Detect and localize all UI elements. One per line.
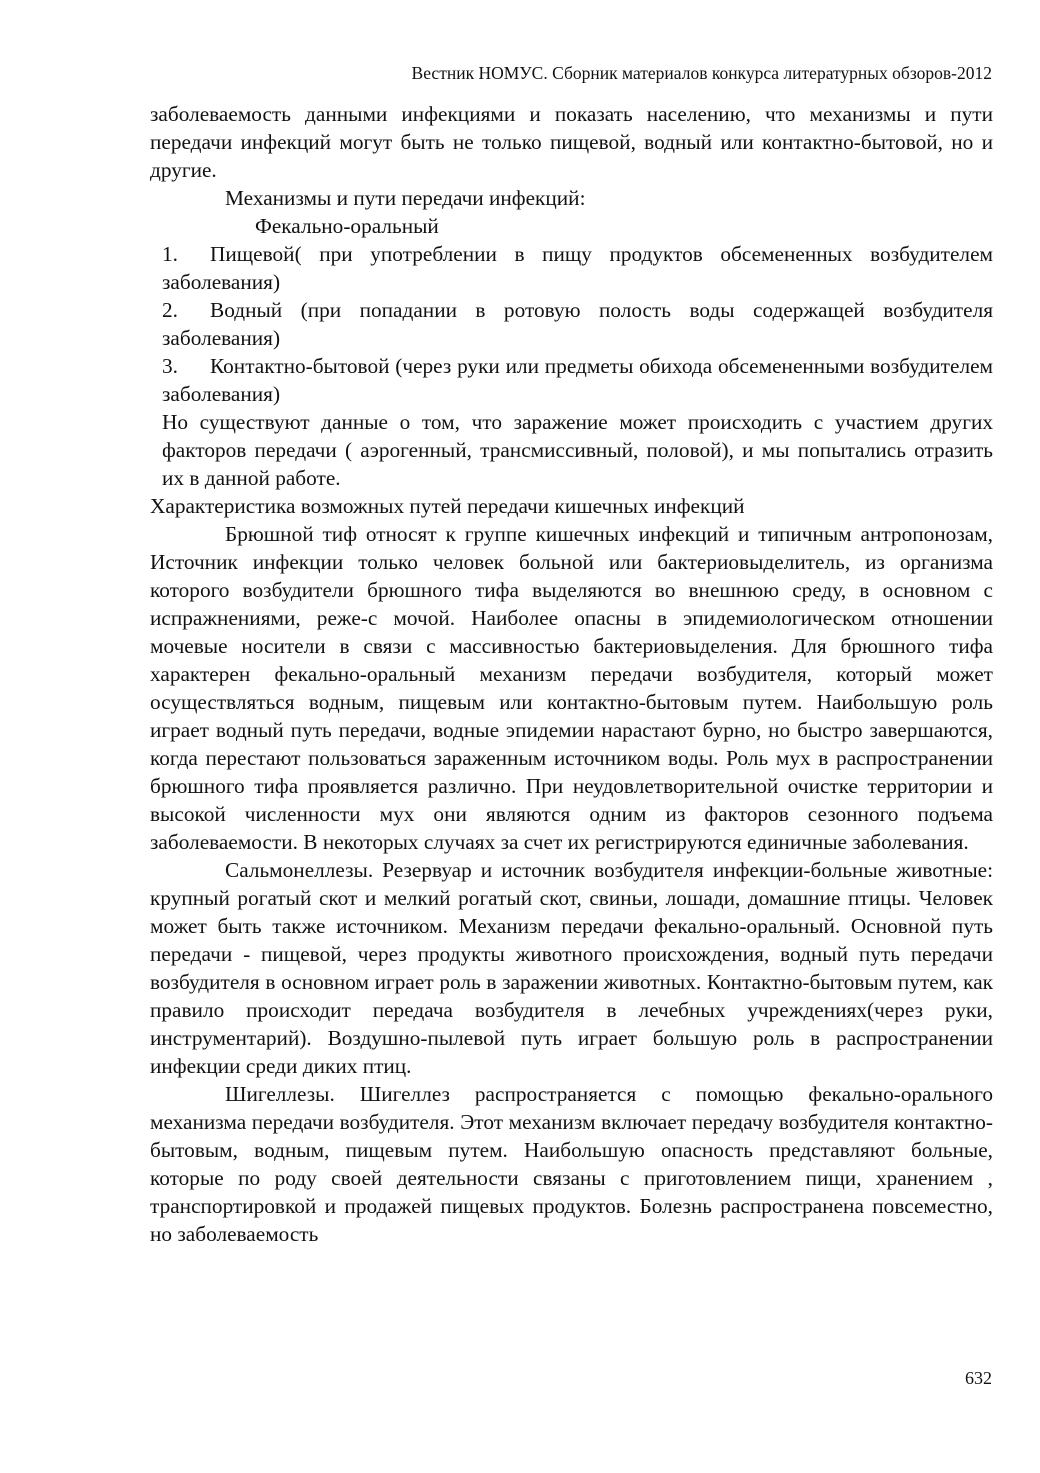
main-content: [150, 100, 993, 1248]
intro-paragraph: заболеваемость данными инфекциями и показать населению, что механизмы и пути передачи инфекций могут быть не только пищевой, водный или контактно-бытовой, но и другие.: [150, 102, 993, 182]
list-item: [162, 352, 993, 408]
list-item-number: 2.: [162, 298, 178, 322]
section-heading: Характеристика возможных путей передачи кишечных инфекций: [150, 494, 745, 518]
list-item-number: 3.: [162, 354, 178, 378]
page-number: 632: [965, 1368, 992, 1388]
shigella-paragraph: Шигеллезы. Шигеллез распространяется с помощью фекально-орального механизма передачи возбудителя. Этот механизм включает передачу возбудителя контактно-бытовым, водным, пищевым путем. Наибольшую опасность представляют больные, которые по роду своей деятельности связаны с приготовлением пищи, хранением , транспортировкой и продажей пищевых продуктов. Болезнь распространена повсеместно, но заболеваемость: [150, 1082, 993, 1246]
running-header: Вестник НОМУС. Сборник материалов конкурса литературных обзоров-2012: [411, 63, 992, 83]
typhoid-paragraph: Брюшной тиф относят к группе кишечных инфекций и типичным антропонозам, Источник инфекции только человек больной или бактериовыделитель, из организма которого возбудители брюшного тифа выделяются во внешнюю среду, в основном с испражнениями, реже-с мочой. Наиболее опасны в эпидемиологическом отношении мочевые носители в связи с массивностью бактериовыделения. Для брюшного тифа характерен фекально-оральный механизм передачи возбудителя, который может осуществляться водным, пищевым или контактно-бытовым путем. Наибольшую роль играет водный путь передачи, водные эпидемии нарастают бурно, но быстро завершаются, когда перестают пользоваться зараженным источником воды. Роль мух в распространении брюшного тифа проявляется различно. При неудовлетворительной очистке территории и высокой численности мух они являются одним из факторов сезонного подъема заболеваемости. В некоторых случаях за счет их регистрируются единичные заболевания.: [150, 522, 993, 854]
list-item-text: Водный (при попадании в ротовую полость воды содержащей возбудителя заболевания): [162, 298, 993, 350]
list-item-number: 1.: [162, 242, 178, 266]
other-factors-paragraph: Но существуют данные о том, что заражение может происходить с участием других факторов передачи ( аэрогенный, трансмиссивный, половой), и мы попытались отразить их в данной работе.: [162, 410, 993, 490]
routes-list: [150, 240, 993, 492]
mechanism-name: Фекально-оральный: [255, 214, 439, 238]
list-item-text: Пищевой( при употреблении в пищу продуктов обсемененных возбудителем заболевания): [162, 242, 993, 294]
list-item: [162, 240, 993, 296]
mechanisms-heading: Механизмы и пути передачи инфекций:: [225, 186, 586, 210]
list-item-text: Контактно-бытовой (через руки или предметы обихода обсемененными возбудителем заболевания): [162, 354, 993, 406]
list-item: [162, 296, 993, 352]
salmonella-paragraph: Сальмонеллезы. Резервуар и источник возбудителя инфекции-больные животные: крупный рогатый скот и мелкий рогатый скот, свиньи, лошади, домашние птицы. Человек может быть также источником. Механизм передачи фекально-оральный. Основной путь передачи - пищевой, через продукты животного происхождения, водный путь передачи возбудителя в основном играет роль в заражении животных. Контактно-бытовым путем, как правило происходит передача возбудителя в лечебных учреждениях(через руки, инструментарий). Воздушно-пылевой путь играет большую роль в распространении инфекции среди диких птиц.: [150, 858, 993, 1078]
